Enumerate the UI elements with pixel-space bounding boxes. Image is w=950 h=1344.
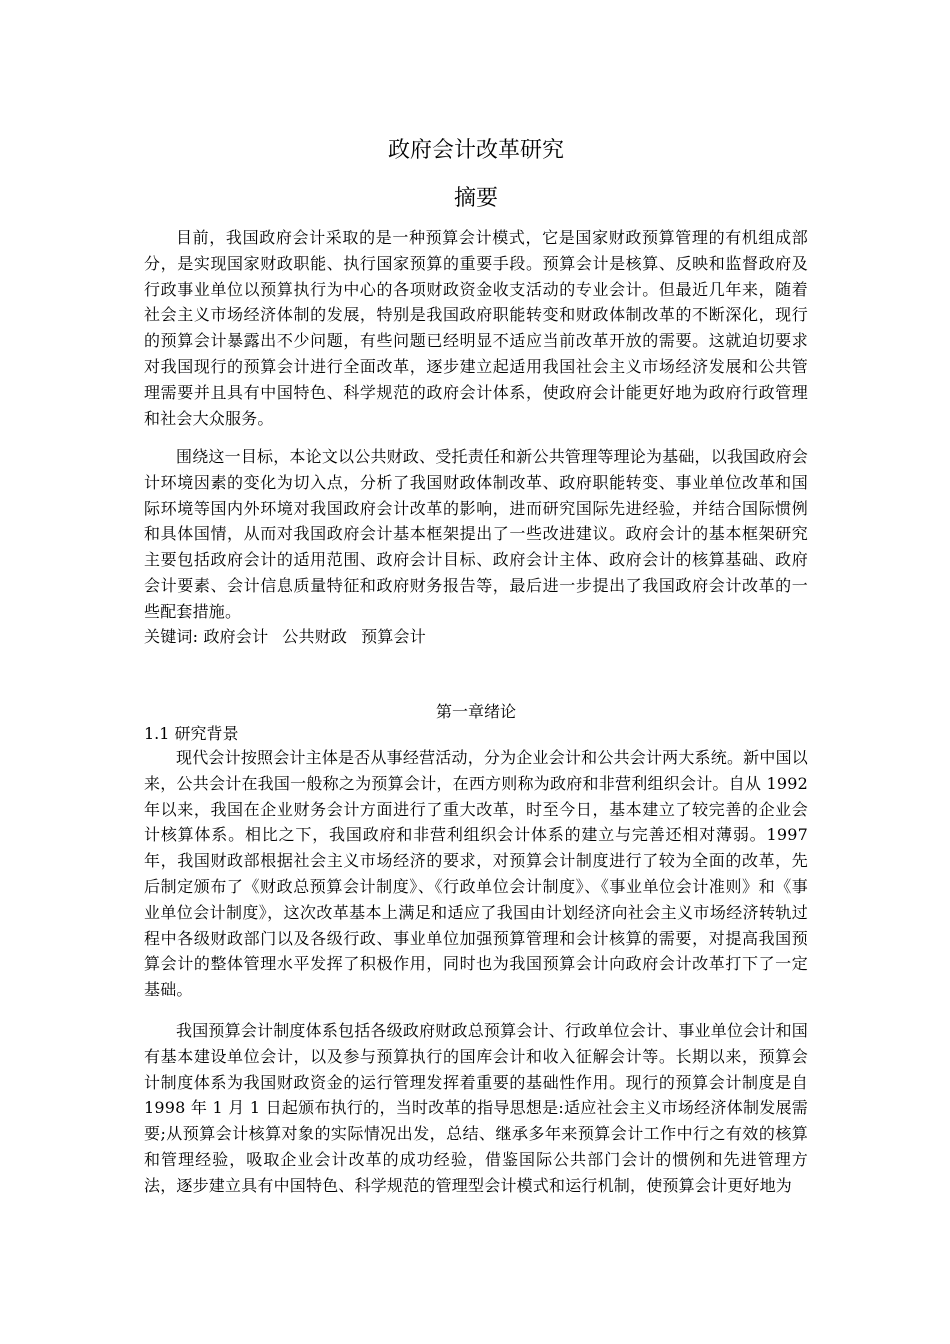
keywords-line [144,624,808,650]
keyword: 预算会计 [361,627,426,646]
section-title: 1.1 研究背景 [144,724,239,743]
keyword: 政府会计 [203,627,269,646]
keyword: 公共财政 [282,627,348,646]
chapter-title: 第一章绪论 [435,702,516,721]
abstract-heading: 摘要 [453,186,498,211]
abstract-paragraph: 目前，我国政府会计采取的是一种预算会计模式，它是国家财政预算管理的有机组成部分，是实现国家财政职能、执行国家预算的重要手段。预算会计是核算、反映和监督政府及行政事业单位以预算执行为中心的各项财政资金收支活动的专业会计。但最近几年来，随着社会主义市场经济体制的发展，特别是我国政府职能转变和财政体制改革的不断深化，现行的预算会计暴露出不少问题，有些问题已经明显不适应当前改革开放的需要。这就迫切要求对我国现行的预算会计进行全面改革，逐步建立起适用我国社会主义市场经济发展和公共管理需要并且具有中国特色、科学规范的政府会计体系，使政府会计能更好地为政府行政管理和社会大众服务。 [144,228,808,428]
abstract-paragraph: 围绕这一目标，本论文以公共财政、受托责任和新公共管理等理论为基础，以我国政府会计环境因素的变化为切入点，分析了我国财政体制改革、政府职能转变、事业单位改革和国际环境等国内外环境对我国政府会计改革的影响，进而研究国际先进经验，并结合国际惯例和具体国情，从而对我国政府会计基本框架提出了一些改进建议。政府会计的基本框架研究主要包括政府会计的适用范围、政府会计目标、政府会计主体、政府会计的核算基础、政府会计要素、会计信息质量特征和政府财务报告等，最后进一步提出了我国政府会计改革的一些配套措施。 [144,447,808,621]
keywords-label: 关键词: [144,627,204,646]
document-title: 政府会计改革研究 [387,138,564,163]
body-paragraph: 现代会计按照会计主体是否从事经营活动，分为企业会计和公共会计两大系统。新中国以来，公共会计在我国一般称之为预算会计，在西方则称为政府和非营利组织会计。自从 1992 年以来，我国在企业财务会计方面进行了重大改革，时至今日，基本建立了较完善的企业会计核算体系。相比之下，我国政府和非营利组织会计体系的建立与完善还相对薄弱。1997 年，我国财政部根据社会主义市场经济的要求，对预算会计制度进行了较为全面的改革，先后制定颁布了《财政总预算会计制度》、《行政单位会计制度》、《事业单位会计准则》和《事业单位会计制度》，这次改革基本上满足和适应了我国由计划经济向社会主义市场经济转轨过程中各级财政部门以及各级行政、事业单位加强预算管理和会计核算的需要，对提高我国预算会计的整体管理水平发挥了积极作用，同时也为我国预算会计向政府会计改革打下了一定基础。 [144,748,808,1000]
body-paragraph: 我国预算会计制度体系包括各级政府财政总预算会计、行政单位会计、事业单位会计和国有基本建设单位会计，以及参与预算执行的国库会计和收入征解会计等。长期以来，预算会计制度体系为我国财政资金的运行管理发挥着重要的基础性作用。现行的预算会计制度是自 1998 年 1 月 1 日起颁布执行的，当时改革的指导思想是:适应社会主义市场经济体制发展需要;从预算会计核算对象的实际情况出发，总结、继承多年来预算会计工作中行之有效的核算和管理经验，吸取企业会计改革的成功经验，借鉴国际公共部门会计的惯例和先进管理方法，逐步建立具有中国特色、科学规范的管理型会计模式和运行机制，使预算会计更好地为 [144,1021,808,1195]
